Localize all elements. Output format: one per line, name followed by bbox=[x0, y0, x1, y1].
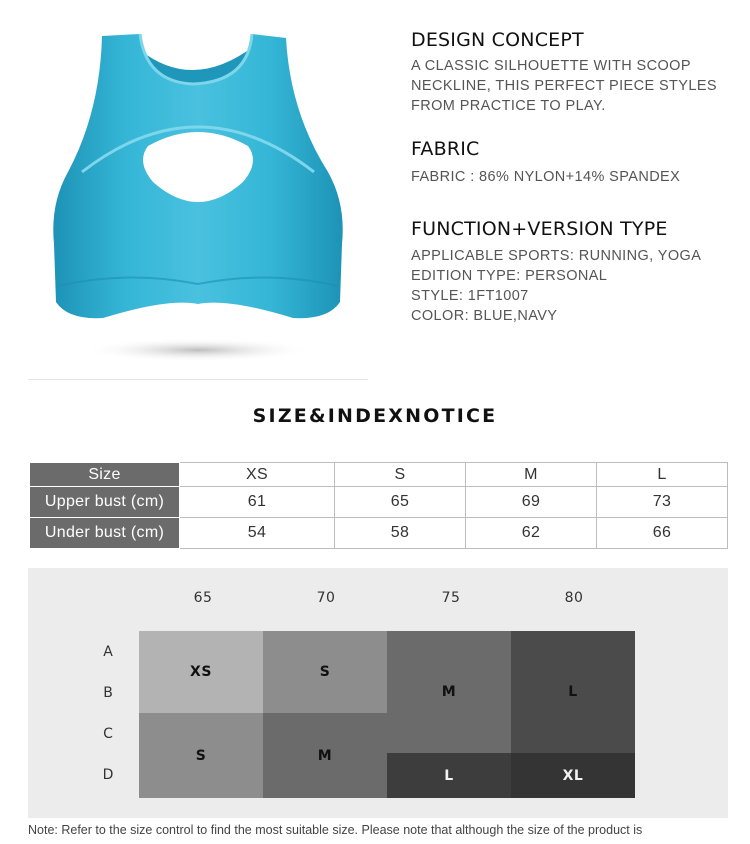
table-cell: 73 bbox=[596, 487, 727, 518]
text-line: EDITION TYPE: PERSONAL bbox=[411, 268, 608, 284]
band-label: 70 bbox=[316, 590, 336, 606]
cup-label: A bbox=[103, 644, 113, 660]
table-row bbox=[30, 487, 728, 518]
text-line: STYLE: 1FT1007 bbox=[411, 288, 529, 304]
text-line: A CLASSIC SILHOUETTE WITH SCOOP bbox=[411, 58, 691, 74]
text-line: NECKLINE, THIS PERFECT PIECE STYLES bbox=[411, 78, 717, 94]
band-label: 65 bbox=[193, 590, 213, 606]
size-header: SIZE&INDEXNOTICE bbox=[252, 405, 498, 427]
table-header-cell: S bbox=[334, 463, 465, 487]
table-cell: Under bust (cm) bbox=[30, 518, 180, 549]
table-header-cell: Size bbox=[30, 463, 180, 487]
table-cell: 69 bbox=[465, 487, 596, 518]
fabric-title: FABRIC bbox=[411, 138, 480, 160]
cup-label: B bbox=[103, 685, 113, 701]
cup-label: D bbox=[102, 767, 114, 783]
band-label: 75 bbox=[441, 590, 461, 606]
image-baseline bbox=[28, 379, 368, 380]
table-cell: 61 bbox=[180, 487, 335, 518]
size-cell-s: S bbox=[139, 713, 263, 798]
text-line: FROM PRACTICE TO PLAY. bbox=[411, 98, 606, 114]
function-section bbox=[411, 217, 701, 326]
table-header-cell: L bbox=[596, 463, 727, 487]
size-cell-l: L bbox=[511, 631, 635, 753]
size-table bbox=[29, 462, 728, 549]
size-cell-m: M bbox=[387, 631, 511, 753]
size-cell-l: L bbox=[387, 753, 511, 798]
table-cell: 65 bbox=[334, 487, 465, 518]
band-cup-chart bbox=[28, 568, 728, 818]
table-cell: 58 bbox=[334, 518, 465, 549]
sports-bra-illustration bbox=[28, 22, 368, 382]
text-line: FABRIC : 86% NYLON+14% SPANDEX bbox=[411, 169, 681, 185]
function-text bbox=[411, 246, 701, 326]
table-header-cell: M bbox=[465, 463, 596, 487]
fabric-text bbox=[411, 167, 680, 187]
fabric-section bbox=[411, 137, 680, 187]
size-cell-xs: XS bbox=[139, 631, 263, 713]
function-title: FUNCTION+VERSION TYPE bbox=[411, 218, 668, 240]
design-concept-text bbox=[411, 56, 717, 116]
table-cell: 62 bbox=[465, 518, 596, 549]
product-image bbox=[28, 22, 368, 382]
size-cell-m: M bbox=[263, 713, 387, 798]
cup-label: C bbox=[103, 726, 113, 742]
size-cell-xl: XL bbox=[511, 753, 635, 798]
size-cell-s: S bbox=[263, 631, 387, 713]
text-line: COLOR: BLUE,NAVY bbox=[411, 308, 558, 324]
design-concept-section bbox=[411, 28, 717, 116]
table-header-row bbox=[30, 463, 728, 487]
table-row bbox=[30, 518, 728, 549]
design-concept-title: DESIGN CONCEPT bbox=[411, 29, 584, 51]
size-note: Note: Refer to the size control to find the most suitable size. Please note that although the size of the product is bbox=[28, 823, 643, 837]
table-cell: 54 bbox=[180, 518, 335, 549]
band-label: 80 bbox=[564, 590, 584, 606]
text-line: APPLICABLE SPORTS: RUNNING, YOGA bbox=[411, 248, 702, 264]
table-header-cell: XS bbox=[180, 463, 335, 487]
table-cell: 66 bbox=[596, 518, 727, 549]
table-cell: Upper bust (cm) bbox=[30, 487, 180, 518]
